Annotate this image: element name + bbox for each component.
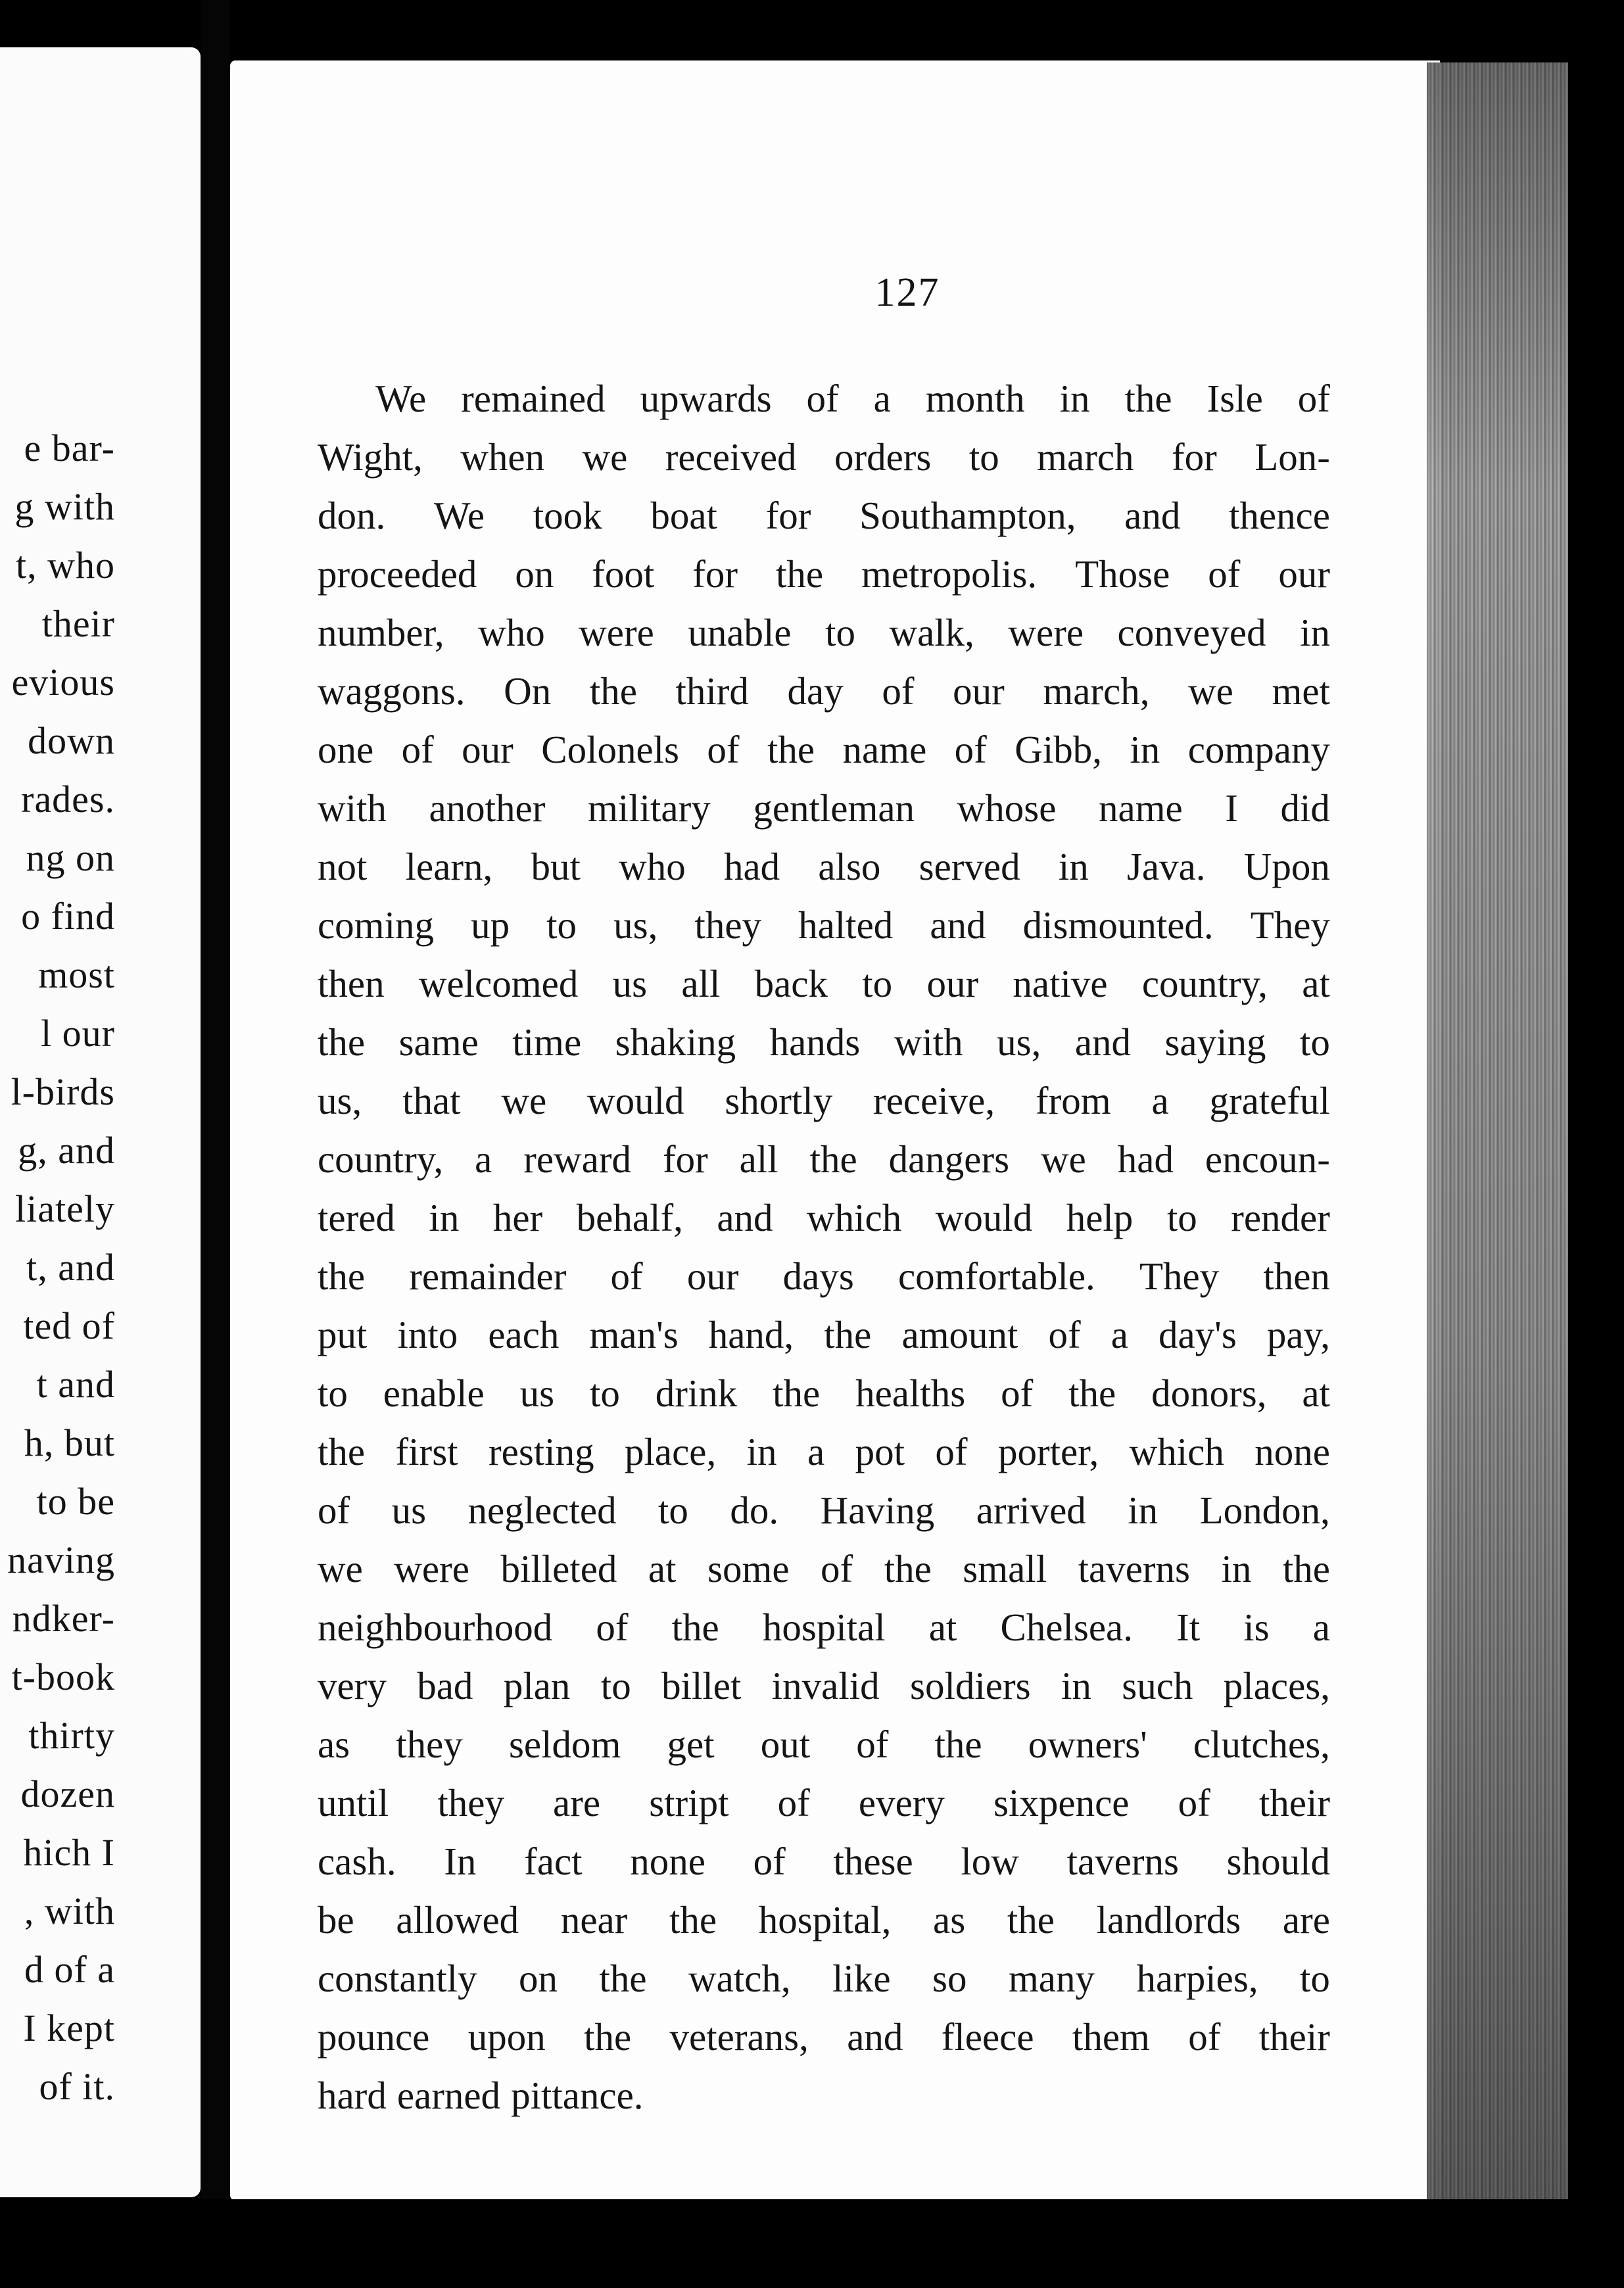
scan-border-right (1568, 0, 1624, 2288)
text-line: number, who were unable to walk, were conveyed in (318, 611, 1330, 654)
left-text-line: to be (36, 1480, 115, 1523)
text-line: country, a reward for all the dangers we had encoun- (318, 1137, 1330, 1181)
left-text-line: I kept (23, 2007, 115, 2049)
text-line: don. We took boat for Southampton, and thence (318, 494, 1330, 537)
left-text-line: o find (21, 895, 115, 938)
text-line: coming up to us, they halted and dismounted. They (318, 903, 1330, 947)
left-text-line: g, and (18, 1129, 115, 1172)
text-line: the first resting place, in a pot of porter, which none (318, 1430, 1330, 1473)
text-line: until they are stript of every sixpence of their (318, 1781, 1330, 1824)
text-line: hard earned pittance. (318, 2074, 644, 2117)
book-gutter (201, 0, 230, 2288)
text-line: of us neglected to do. Having arrived in London, (318, 1489, 1330, 1532)
left-text-line: l-birds (11, 1070, 115, 1113)
text-line: the same time shaking hands with us, and saying to (318, 1020, 1330, 1064)
text-line: Wight, when we received orders to march for Lon- (318, 435, 1330, 479)
text-line: with another military gentleman whose name I did (318, 786, 1330, 830)
left-text-line: t-book (11, 1656, 115, 1698)
left-text-line: most (38, 953, 115, 996)
left-text-line: liately (15, 1187, 115, 1230)
text-line: be allowed near the hospital, as the landlords are (318, 1898, 1330, 1942)
left-text-line: l our (41, 1012, 115, 1055)
left-text-line: e bar- (24, 427, 115, 469)
text-line: us, that we would shortly receive, from a grateful (318, 1079, 1330, 1122)
page-number: 127 (874, 270, 940, 315)
left-text-line: down (28, 719, 115, 762)
main-page (230, 60, 1440, 2201)
text-line: we were billeted at some of the small taverns in the (318, 1547, 1330, 1590)
left-text-line: ndker- (12, 1597, 115, 1640)
left-text-line: t, who (16, 544, 115, 586)
book-edge-shadow (1427, 62, 1568, 2203)
text-line: the remainder of our days comfortable. They then (318, 1254, 1330, 1298)
left-text-line: naving (7, 1538, 115, 1581)
text-line: cash. In fact none of these low taverns should (318, 1840, 1330, 1883)
left-text-line: g with (14, 485, 115, 528)
left-text-line: h, but (24, 1421, 115, 1464)
left-text-line: dozen (20, 1773, 115, 1815)
text-line: neighbourhood of the hospital at Chelsea. It is a (318, 1606, 1330, 1649)
left-page-text (7, 419, 115, 2116)
left-text-line: evious (11, 661, 115, 703)
left-text-line: hich I (23, 1831, 115, 1874)
left-text-line: t, and (26, 1246, 115, 1289)
body-text (318, 369, 1330, 2125)
left-text-line: ng on (26, 836, 115, 879)
left-text-line: d of a (24, 1948, 115, 1991)
text-line: pounce upon the veterans, and fleece them of their (318, 2015, 1330, 2059)
text-line: very bad plan to billet invalid soldiers in such places, (318, 1664, 1330, 1707)
left-text-line: of it. (39, 2065, 115, 2108)
text-line: proceeded on foot for the metropolis. Those of our (318, 552, 1330, 596)
text-line: not learn, but who had also served in Java. Upon (318, 845, 1330, 888)
text-line: to enable us to drink the healths of the donors, at (318, 1371, 1330, 1415)
text-line: one of our Colonels of the name of Gibb, in company (318, 728, 1330, 771)
text-line: waggons. On the third day of our march, we met (318, 669, 1330, 713)
left-text-line: thirty (28, 1714, 115, 1757)
left-text-line: ted of (23, 1304, 115, 1347)
text-line: tered in her behalf, and which would help to render (318, 1196, 1330, 1239)
text-line: We remained upwards of a month in the Isle of (375, 377, 1330, 420)
text-line: as they seldom get out of the owners' clutches, (318, 1723, 1330, 1766)
text-line: constantly on the watch, like so many harpies, to (318, 1957, 1330, 2000)
scan-border-top (0, 0, 1624, 59)
left-text-line: rades. (21, 778, 115, 821)
left-facing-page (0, 47, 201, 2197)
left-text-line: , with (24, 1890, 115, 1932)
left-text-line: t and (36, 1363, 115, 1406)
text-line: put into each man's hand, the amount of a day's pay, (318, 1313, 1330, 1356)
text-line: then welcomed us all back to our native country, at (318, 962, 1330, 1005)
scan-border-bottom (0, 2199, 1624, 2288)
left-text-line: their (41, 602, 115, 645)
